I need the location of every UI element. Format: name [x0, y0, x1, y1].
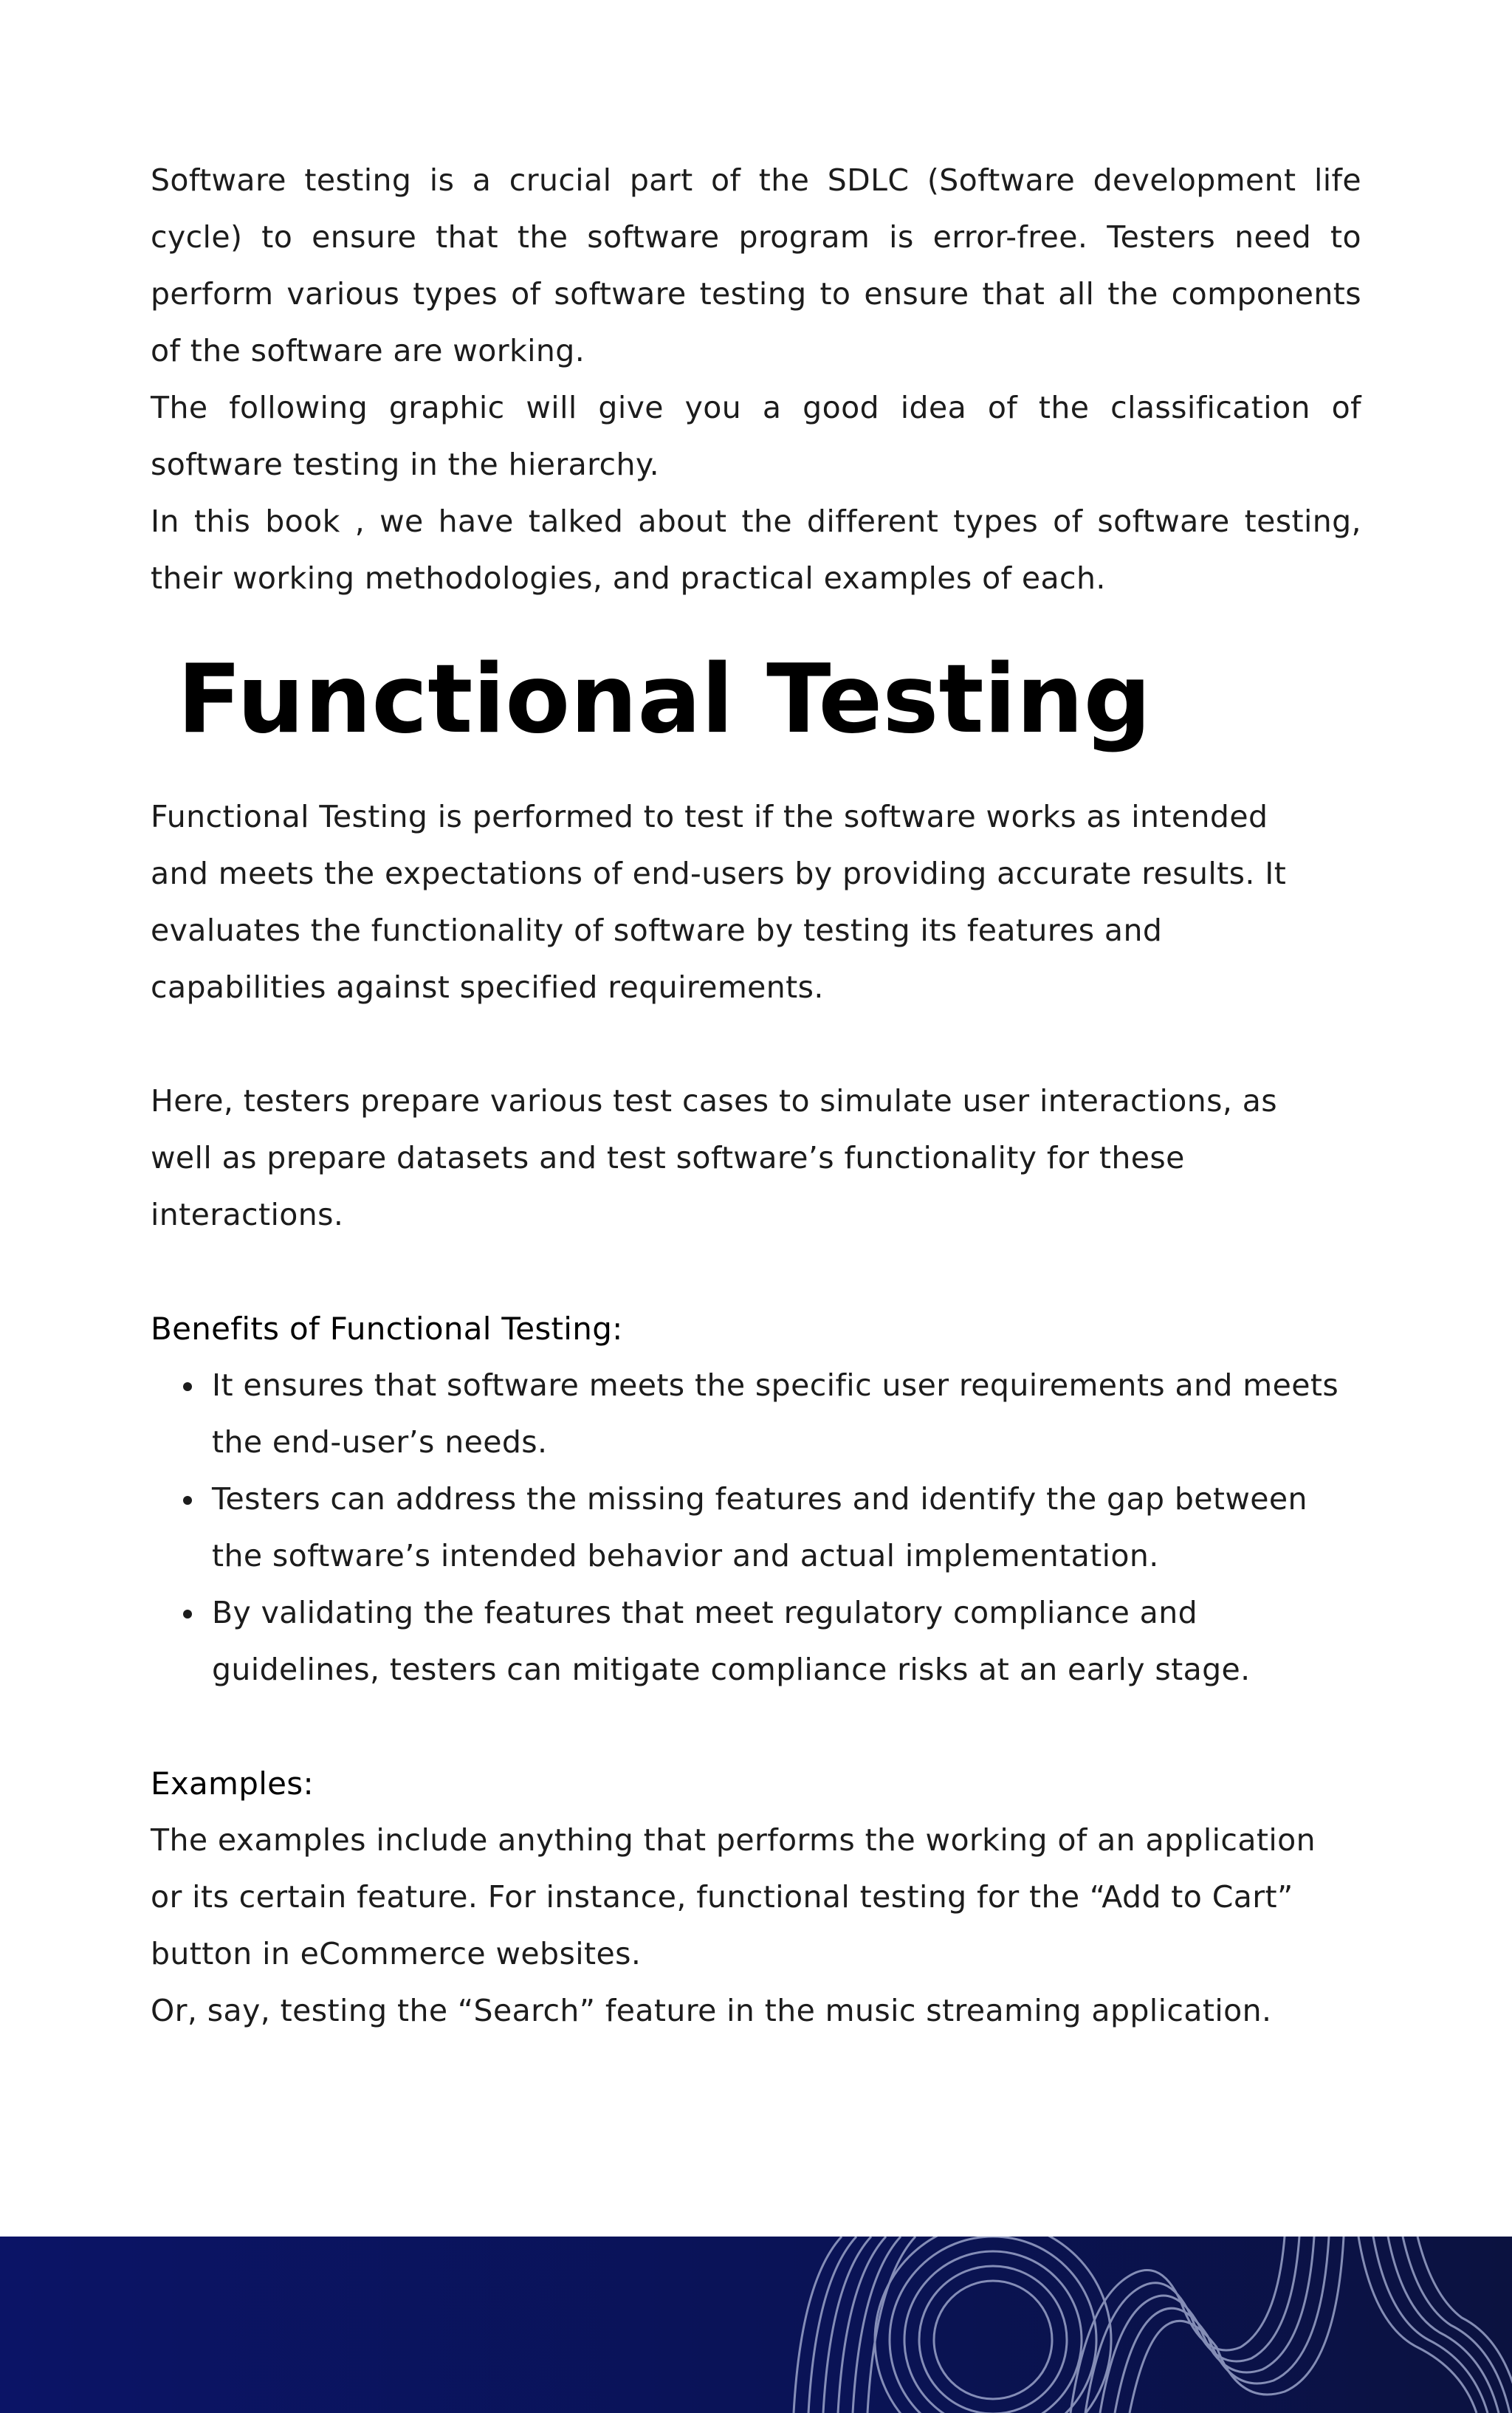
list-item — [151, 1357, 1361, 1471]
text-line: Here, testers prepare various test cases to simulate user interactions, as — [151, 1083, 1278, 1119]
text-line: Or, say, testing the “Search” feature in the music streaming application. — [151, 1993, 1272, 2028]
text-line: By validating the features that meet regulatory compliance and — [212, 1595, 1198, 1630]
section-title: Functional Testing — [177, 645, 1152, 755]
text-line: the end-user’s needs. — [212, 1424, 548, 1460]
text-line: capabilities against specified requirements. — [151, 969, 824, 1005]
text-line: interactions. — [151, 1197, 344, 1232]
spacer — [151, 1243, 1361, 1300]
text-line: button in eCommerce websites. — [151, 1936, 642, 1971]
footer-banner — [0, 2237, 1512, 2413]
text-line: the software’s intended behavior and actual implementation. — [212, 1538, 1159, 1573]
text-line: or its certain feature. For instance, functional testing for the “Add to Cart” — [151, 1879, 1293, 1915]
text-line: Functional Testing is performed to test if the software works as intended — [151, 799, 1268, 834]
spacer — [151, 1698, 1361, 1755]
text-line: evaluates the functionality of software by testing its features and — [151, 913, 1163, 948]
description-paragraph-1 — [151, 789, 1361, 1016]
list-item — [151, 1585, 1361, 1698]
text-line: The examples include anything that performs the working of an application — [151, 1822, 1316, 1858]
footer-line-art — [0, 2237, 1512, 2413]
intro-paragraph-1: Software testing is a crucial part of the SDLC (Software development life cycle) to ensure that the software program is error-free. Testers need to perform various types of software testing to ensure that all the components of the software are working. — [151, 162, 1361, 368]
description-paragraph-2 — [151, 1073, 1361, 1243]
examples-heading: Examples: — [151, 1765, 314, 1802]
examples-paragraph — [151, 1812, 1361, 2039]
text-line: guidelines, testers can mitigate compliance risks at an early stage. — [212, 1652, 1251, 1687]
text-line: Testers can address the missing features and identify the gap between — [212, 1481, 1307, 1517]
list-item — [151, 1471, 1361, 1585]
spacer — [151, 1016, 1361, 1073]
text-line: well as prepare datasets and test software’s functionality for these — [151, 1140, 1185, 1175]
bullet-icon — [183, 1496, 192, 1505]
text-line: It ensures that software meets the specific user requirements and meets — [212, 1367, 1339, 1403]
intro-paragraph-2: The following graphic will give you a good idea of the classification of software testing in the hierarchy. — [151, 390, 1361, 482]
page-content — [151, 152, 1361, 2039]
benefits-heading: Benefits of Functional Testing: — [151, 1311, 623, 1347]
bullet-icon — [183, 1382, 192, 1391]
text-line: and meets the expectations of end-users by providing accurate results. It — [151, 856, 1287, 891]
bullet-icon — [183, 1610, 192, 1619]
intro-paragraph-3: In this book , we have talked about the different types of software testing, their working methodologies, and practical examples of each. — [151, 504, 1361, 596]
benefits-list — [151, 1357, 1361, 1698]
